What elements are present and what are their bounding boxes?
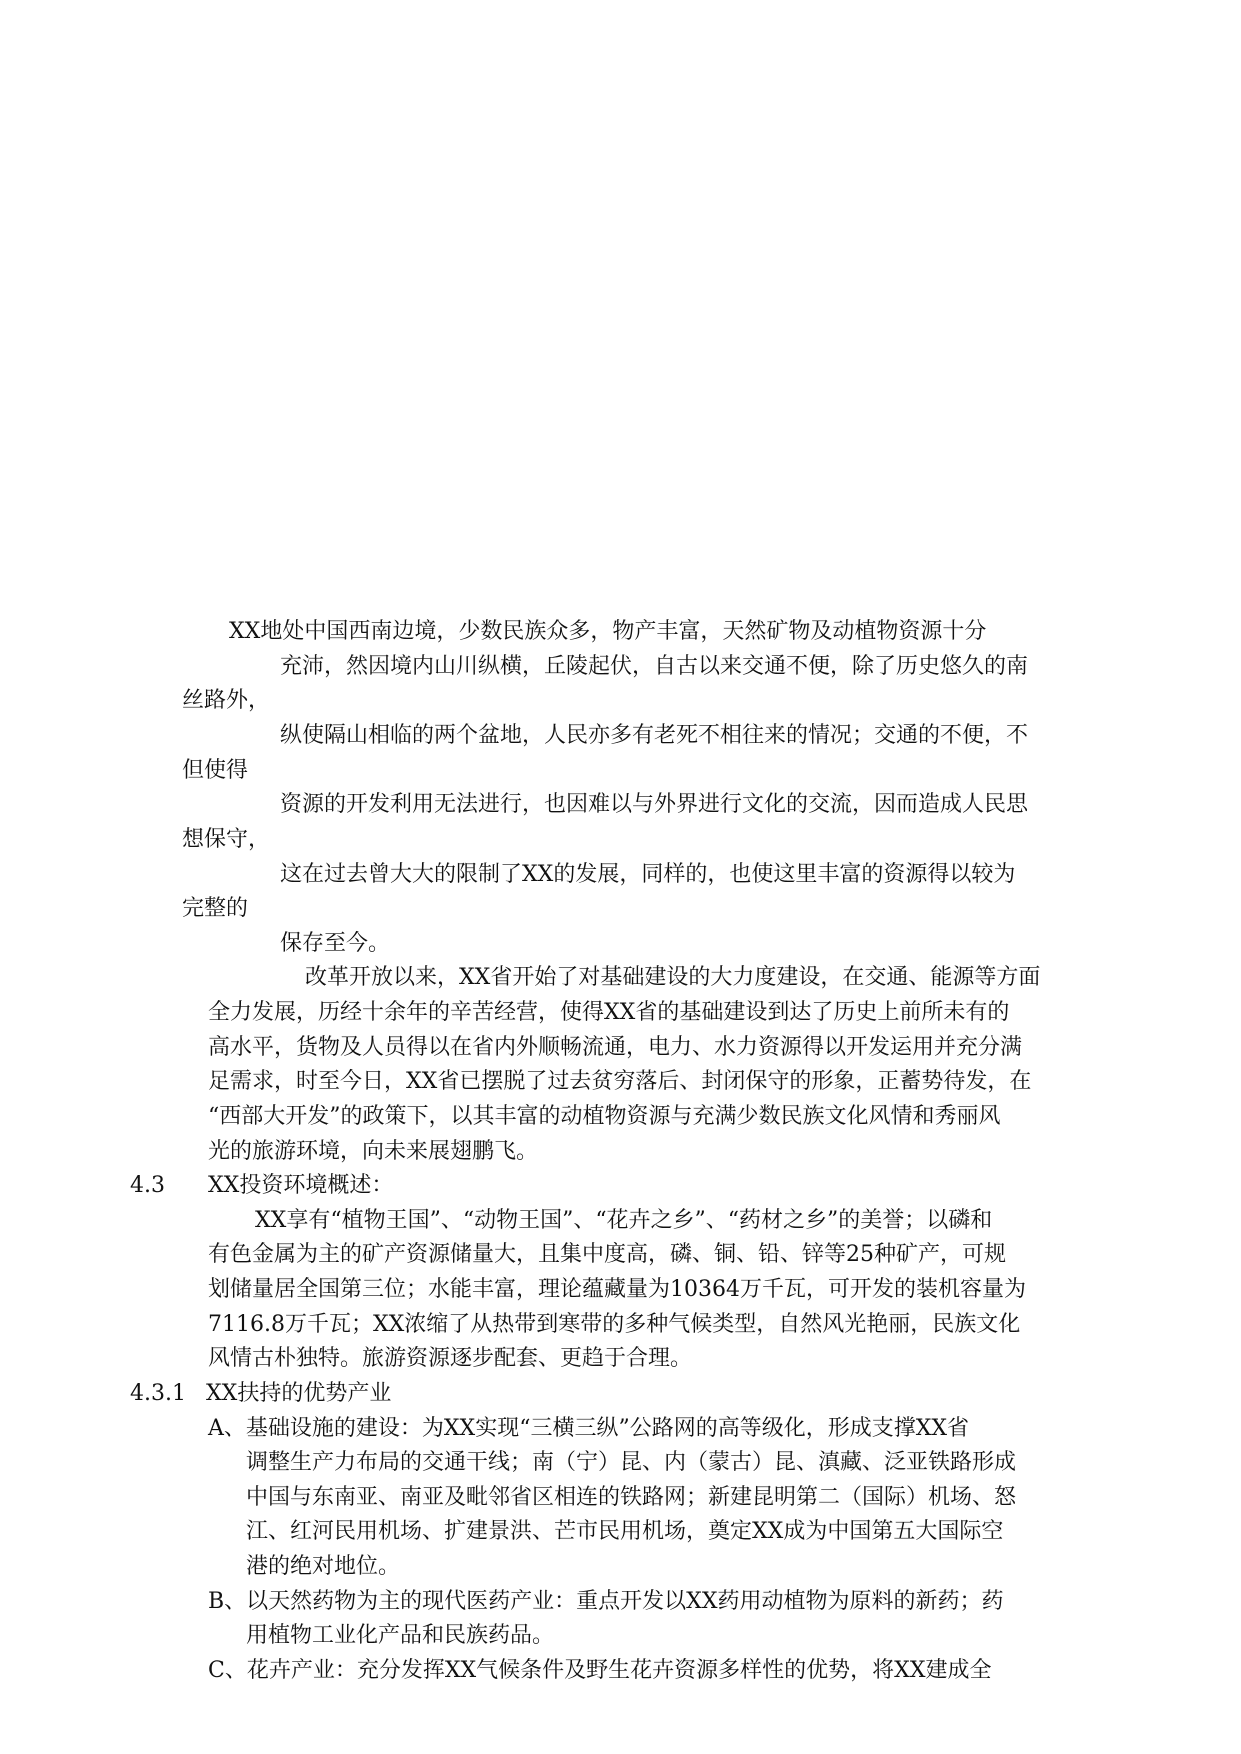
intro-line: 完整的 — [182, 896, 249, 921]
section-line: 7116.8万千瓦；XX浓缩了从热带到寒带的多种气候类型，自然风光艳丽，民族文化 — [208, 1312, 1021, 1337]
section-line: XX享有“植物王国”、“动物王国”、“花卉之乡”、“药材之乡”的美誉；以磷和 — [255, 1208, 993, 1233]
reform-line: 足需求，时至今日，XX省已摆脱了过去贫穷落后、封闭保守的形象，正蓄势待发，在 — [208, 1069, 1032, 1094]
intro-line: XX地处中国西南边境，少数民族众多，物产丰富，天然矿物及动植物资源十分 — [229, 619, 987, 644]
section-heading: XX投资环境概述： — [208, 1173, 394, 1198]
intro-line: 这在过去曾大大的限制了XX的发展，同样的，也使这里丰富的资源得以较为 — [280, 862, 1016, 887]
list-item-line: A、基础设施的建设：为XX实现“三横三纵”公路网的高等级化，形成支撑XX省 — [208, 1416, 970, 1441]
list-item-line: 江、红河民用机场、扩建景洪、芒市民用机场，奠定XX成为中国第五大国际空 — [246, 1519, 1004, 1544]
reform-line: “西部大开发”的政策下，以其丰富的动植物资源与充满少数民族文化风情和秀丽风 — [208, 1104, 1001, 1129]
reform-line: 高水平，货物及人员得以在省内外顺畅流通，电力、水力资源得以开发运用并充分满 — [208, 1035, 1023, 1060]
reform-line: 全力发展，历经十余年的辛苦经营，使得XX省的基础建设到达了历史上前所未有的 — [208, 1000, 1010, 1025]
list-item-line: 中国与东南亚、南亚及毗邻省区相连的铁路网；新建昆明第二（国际）机场、怒 — [246, 1485, 1017, 1510]
list-item-line: 用植物工业化产品和民族药品。 — [246, 1623, 555, 1648]
reform-line: 光的旅游环境，向未来展翅鹏飞。 — [208, 1139, 539, 1164]
list-item-line: B、以天然药物为主的现代医药产业：重点开发以XX药用动植物为原料的新药；药 — [208, 1589, 1004, 1614]
section-line: 划储量居全国第三位；水能丰富，理论蕴藏量为10364万千瓦，可开发的装机容量为 — [208, 1277, 1026, 1302]
intro-line: 资源的开发利用无法进行，也因难以与外界进行文化的交流，因而造成人民思 — [280, 792, 1029, 817]
intro-line: 丝路外， — [182, 688, 271, 713]
list-item-line: 港的绝对地位。 — [246, 1554, 401, 1579]
list-item-line: C、花卉产业：充分发挥XX气候条件及野生花卉资源多样性的优势，将XX建成全 — [208, 1658, 992, 1683]
intro-line: 想保守， — [182, 827, 271, 852]
list-item-line: 调整生产力布局的交通干线；南（宁）昆、内（蒙古）昆、滇藏、泛亚铁路形成 — [246, 1450, 1017, 1475]
intro-line: 充沛，然因境内山川纵横，丘陵起伏，自古以来交通不便，除了历史悠久的南 — [280, 654, 1029, 679]
intro-line: 但使得 — [182, 758, 249, 783]
section-line: 风情古朴独特。旅游资源逐步配套、更趋于合理。 — [208, 1346, 693, 1371]
section-line: 有色金属为主的矿产资源储量大，且集中度高，磷、铜、铅、锌等25种矿产，可规 — [208, 1242, 1006, 1267]
section-number: 4.3 — [130, 1173, 165, 1198]
intro-line: 纵使隔山相临的两个盆地，人民亦多有老死不相往来的情况；交通的不便，不 — [280, 723, 1029, 748]
section-heading: XX扶持的优势产业 — [206, 1381, 392, 1406]
intro-line: 保存至今。 — [280, 931, 391, 956]
section-number: 4.3.1 — [130, 1381, 186, 1406]
reform-line: 改革开放以来，XX省开始了对基础建设的大力度建设，在交通、能源等方面 — [305, 965, 1041, 990]
